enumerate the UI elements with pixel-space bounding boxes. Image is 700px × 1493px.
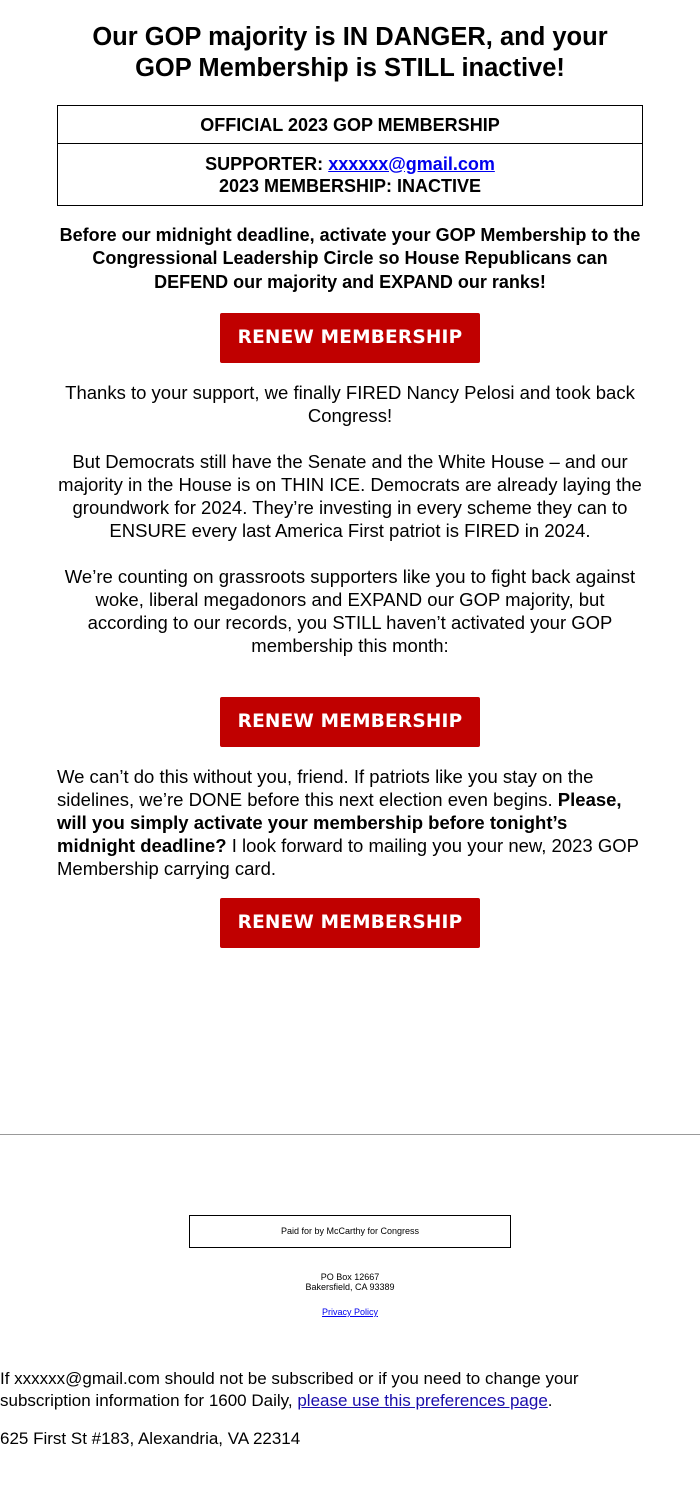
supporter-email-link[interactable]: xxxxxx@gmail.com xyxy=(328,153,495,174)
email-body xyxy=(57,20,643,948)
renew-membership-button-2[interactable]: RENEW MEMBERSHIP xyxy=(220,697,480,747)
city-state-zip: Bakersfield, CA 93389 xyxy=(305,1282,395,1292)
po-box: PO Box 12667 xyxy=(320,1272,380,1282)
body-paragraph-4 xyxy=(57,765,643,880)
appeal-closing-text: I look forward to mailing you your new, 2023 GOP Membership carrying card. xyxy=(57,834,639,879)
membership-card-table xyxy=(57,105,643,206)
footer-divider xyxy=(0,1134,700,1135)
privacy-policy-container xyxy=(200,1307,500,1317)
unsubscribe-period: . xyxy=(547,1390,553,1410)
unsubscribe-text: If xxxxxx@gmail.com should not be subscribed or if you need to change your subscription information for 1600 Daily, xyxy=(0,1369,579,1410)
unsubscribe-notice xyxy=(0,1368,660,1411)
lead-text: Before our midnight deadline, activate your GOP Membership to the Congressional Leadership Circle so House Republicans can DEFEND our majority and EXPAND our ranks! xyxy=(59,225,641,292)
headline-line-2: GOP Membership is STILL inactive! xyxy=(135,54,565,82)
paid-for-box: Paid for by McCarthy for Congress xyxy=(189,1215,511,1248)
membership-table-header: OFFICIAL 2023 GOP MEMBERSHIP xyxy=(58,106,643,144)
appeal-bold-text: Please, will you simply activate your membership before tonight’s midnight deadline? xyxy=(57,788,622,856)
renew-membership-button-3[interactable]: RENEW MEMBERSHIP xyxy=(220,898,480,948)
renew-membership-button-1[interactable]: RENEW MEMBERSHIP xyxy=(220,313,480,363)
mailing-address xyxy=(200,1272,500,1292)
body-paragraph-2: But Democrats still have the Senate and the White House – and our majority in the House is on THIN ICE. Democrats are already laying the groundwork for 2024. They’re investing in every scheme they can to ENSURE every last America First patriot is FIRED in 2024. xyxy=(58,450,642,541)
preferences-page-link[interactable]: please use this preferences page xyxy=(297,1390,548,1410)
appeal-text: We can’t do this without you, friend. If patriots like you stay on the sidelines, we’re DONE before this next election even begins. xyxy=(57,765,594,810)
headline xyxy=(57,20,643,84)
membership-info-cell xyxy=(58,144,643,206)
headline-line-1: Our GOP majority is IN DANGER, and your xyxy=(92,23,608,51)
supporter-label: SUPPORTER: xyxy=(205,153,324,174)
body-paragraph-3: We’re counting on grassroots supporters like you to fight back against woke, liberal megadonors and EXPAND our GOP majority, but according to our records, you STILL haven’t activated your GOP membership this month: xyxy=(64,565,636,656)
membership-status: 2023 MEMBERSHIP: INACTIVE xyxy=(218,175,482,196)
street-address: 625 First St #183, Alexandria, VA 22314 xyxy=(0,1429,301,1448)
body-paragraph-1: Thanks to your support, we finally FIRED Nancy Pelosi and took back Congress! xyxy=(65,381,635,426)
privacy-policy-link[interactable]: Privacy Policy xyxy=(321,1307,378,1317)
